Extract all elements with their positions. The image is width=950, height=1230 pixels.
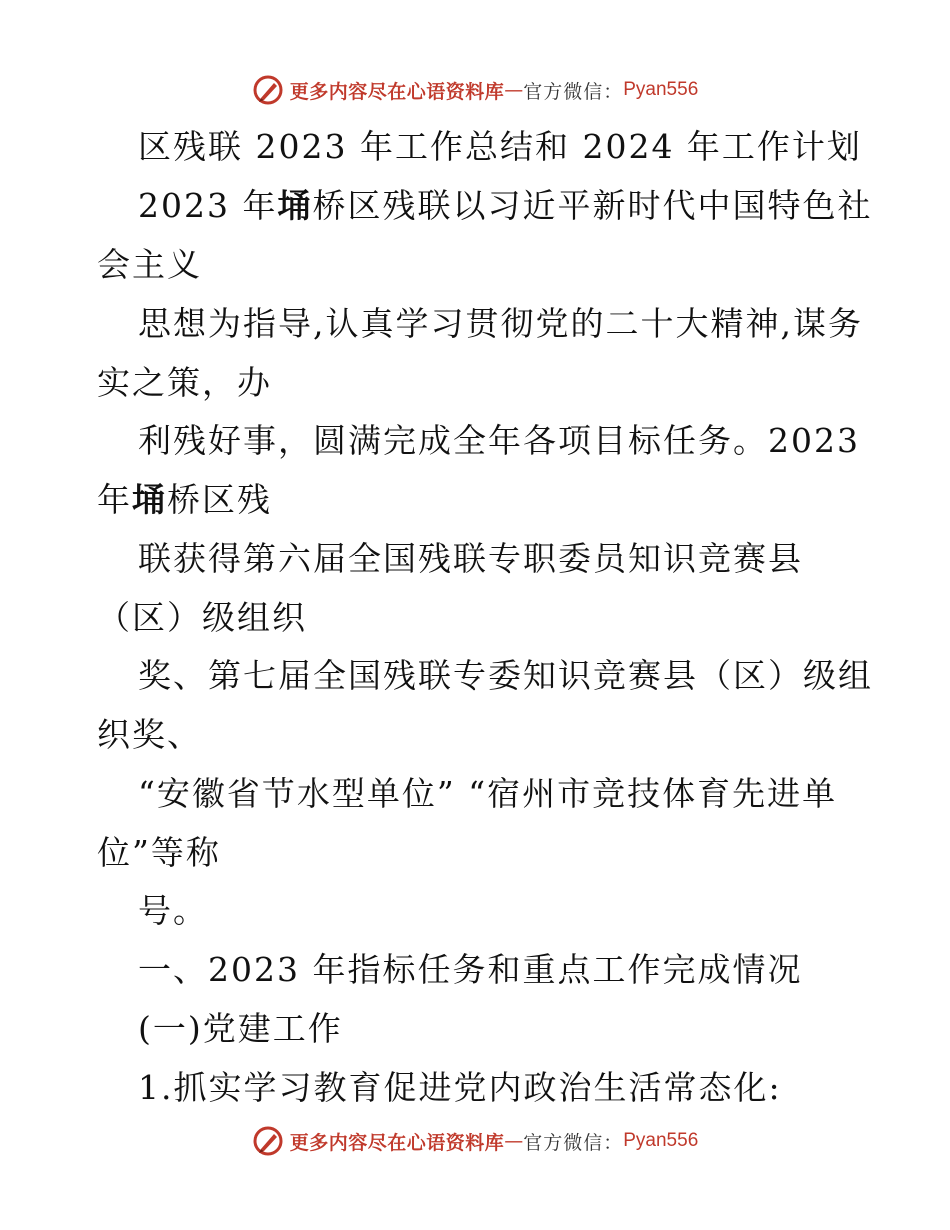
watermark-separator: — [504, 79, 524, 101]
watermark-slogan: 更多内容尽在心语资料库 [289, 1131, 505, 1154]
pen-logo-icon [252, 74, 284, 106]
watermark-slogan: 更多内容尽在心语资料库 [289, 80, 505, 103]
paragraph-5-line-2: 织奖、 [97, 715, 202, 754]
paragraph-7: 号。 [138, 891, 208, 930]
watermark-wechat-id: Pyan556 [623, 79, 699, 100]
text-run: 2023 年 [138, 186, 278, 225]
paragraph-3-line-1: 利残好事，圆满完成全年各项目标任务。2023 [138, 421, 860, 460]
place-name-char: 埇 [277, 186, 313, 225]
text-run: 年 [97, 480, 132, 519]
paragraph-1-line-1 [138, 186, 873, 225]
document-title: 区残联 2023 年工作总结和 2024 年工作计划 [138, 127, 862, 166]
place-name-char: 埇 [132, 480, 167, 519]
paragraph-6-line-1: “安徽省节水型单位” “宿州市竞技体育先进单 [138, 774, 838, 813]
paragraph-3-line-2 [97, 480, 272, 519]
paragraph-4-line-1: 联获得第六届全国残联专职委员知识竞赛县 [138, 539, 803, 578]
watermark-banner-top [0, 70, 950, 110]
watermark-wechat-label: 官方微信： [523, 1131, 624, 1154]
section-heading-1: 一、2023 年指标任务和重点工作完成情况 [138, 950, 803, 989]
watermark-banner-bottom [0, 1121, 950, 1161]
subsection-heading-1: (一)党建工作 [138, 1009, 343, 1048]
text-run: 桥区残 [167, 480, 272, 519]
paragraph-2-line-1: 思想为指导,认真学习贯彻党的二十大精神,谋务 [138, 304, 863, 343]
list-item-1: 1.抓实学习教育促进党内政治生活常态化: [138, 1068, 782, 1107]
text-run: 桥区残联以习近平新时代中国特色社 [312, 186, 873, 225]
paragraph-2-line-2: 实之策，办 [97, 363, 272, 402]
paragraph-6-line-2: 位”等称 [97, 833, 221, 872]
paragraph-4-line-2: （区）级组织 [97, 598, 307, 637]
paragraph-5-line-1: 奖、第七届全国残联专委知识竞赛县（区）级组 [138, 656, 873, 695]
watermark-wechat-label: 官方微信： [523, 80, 624, 103]
watermark-separator: — [504, 1130, 524, 1152]
watermark-wechat-id: Pyan556 [623, 1130, 699, 1151]
pen-logo-icon [252, 1125, 284, 1157]
paragraph-1-line-2: 会主义 [97, 245, 202, 284]
